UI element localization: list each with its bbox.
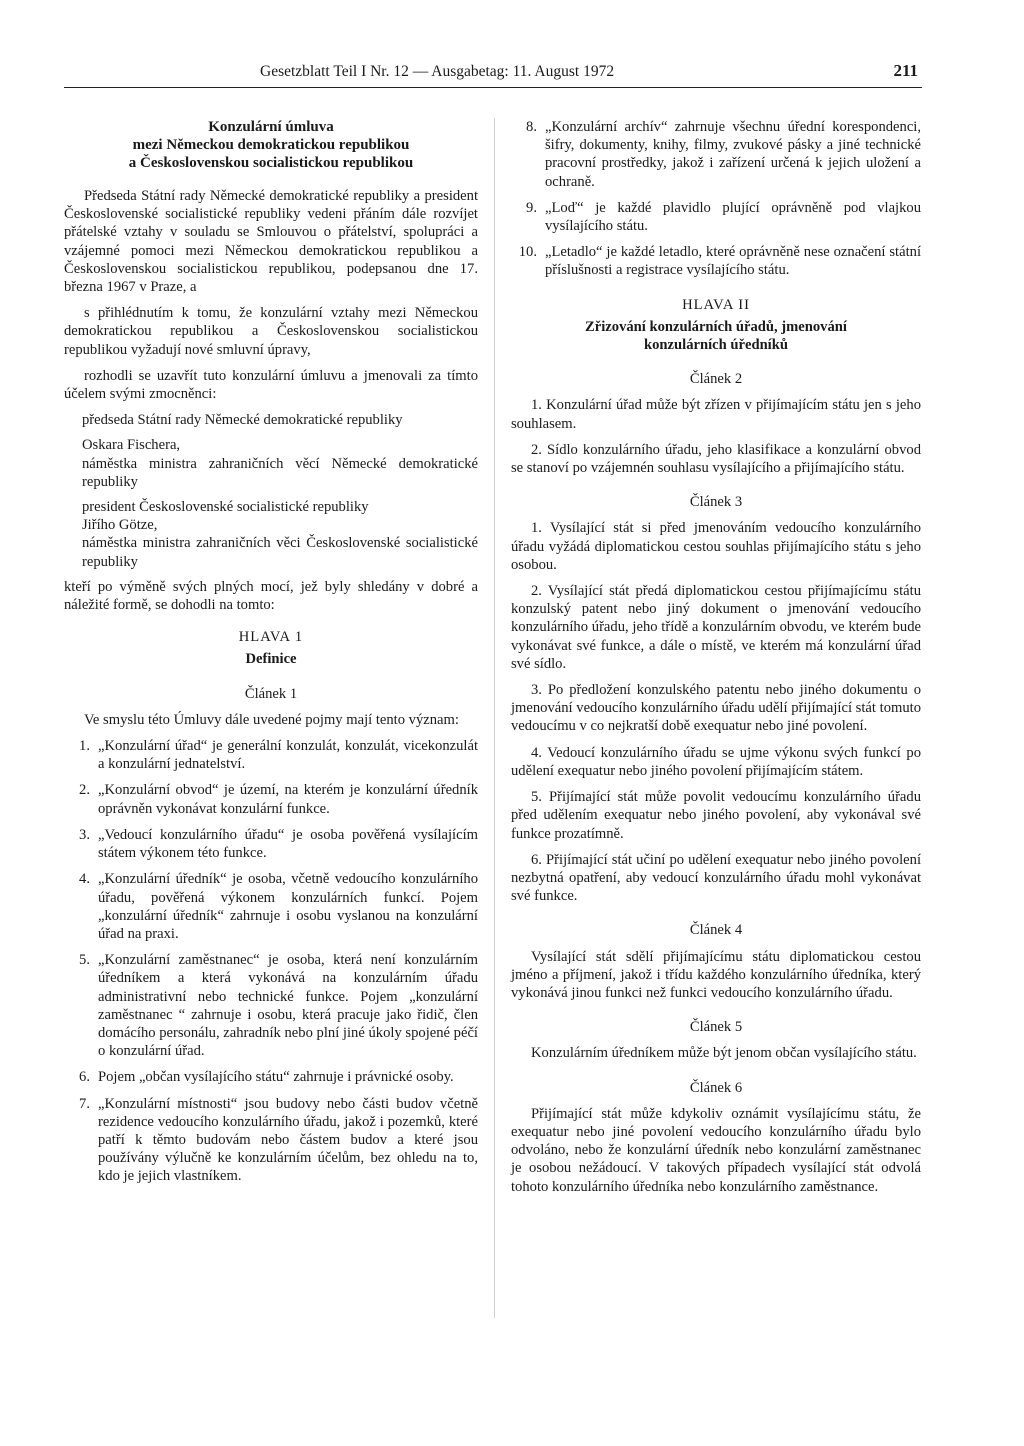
plenipotentiary-line: náměstka ministra zahraničních věcí Německé demokratické republiky [82,455,478,490]
article-heading: Článek 5 [689,1019,743,1036]
article-paragraph: 6. Přijímající stát učiní po udělení exequatur nebo jiného povolení nezbytná opatření, aby vedoucí konzulárního úřadu mohl vykonávat své funkce. [511,851,921,905]
preamble-paragraph: Předseda Státní rady Německé demokratické republiky a president Československé socialistické republiky vedeni přáním dále rozvíjet přátelské vztahy v souladu se Smlouvou o přátelství, spolupráci a vzájemné pomoci mezi Německou demokratickou republikou a Československou socialistickou republikou, podepsanou dne 17. března 1967 v Praze, a [64,188,478,296]
left-column [64,118,478,1194]
definition-item: 2. „Konzulární obvod“ je území, na kterém je konzulární úředník oprávněn vykonávat konzulární funkce. [79,782,478,817]
plenipotentiary-line: náměstka ministra zahraničních věci Československé socialistické republiky [82,535,478,570]
definition-item: 6. Pojem „občan vysílajícího státu“ zahrnuje i právnické osoby. [79,1069,454,1086]
article-paragraph: 4. Vedoucí konzulárního úřadu se ujme výkonu svých funkcí po udělení exequatur nebo jiného povolení přijímajícím státem. [511,744,921,779]
article-heading: Článek 2 [689,371,743,388]
definition-item: 9. „Loď“ je každé plavidlo plující oprávněně pod vlajkou vysílajícího státu. [526,199,921,235]
document-title: Konzulární úmluva mezi Německou demokratickou republikou a Československou socialistickou republikou [128,119,414,171]
page-header [64,61,922,88]
chapter-title: Definice [245,651,297,668]
article-heading: Článek 1 [244,685,298,702]
closing-paragraph: kteří po výměně svých plných mocí, jež byly shledány v dobré a náležité formě, se dohodli na tomto: [64,578,478,614]
plenipotentiary-line: předseda Státní rady Německé demokratické republiky [82,412,403,429]
article-paragraph: 2. Vysílající stát předá diplomatickou cestou přijímajícímu státu konzulský patent nebo jiný dokument o jmenování vedoucího konzulárního úřadu, jeho třídě a konzulárním obvodu, ve kterém bude vykonávat své funkce, a dále o místě, ve kterém má konzulární úřad své sídlo. [511,583,921,672]
right-column [511,118,921,1204]
definition-item: 5. „Konzulární zaměstnanec“ je osoba, která není konzulárním úředníkem a která vykonává na konzulárním úřadu administrativní nebo technické funkce. Pojem „konzulární zaměstnanec “ zahrnuje i osobu, která pracuje jako řidič, člen domácího personálu, zahradník nebo plní jiné úkoly spojené péčí o konzulární úřad. [79,952,478,1060]
definition-item: 7. „Konzulární místnosti“ jsou budovy nebo části budov včetně rezidence vedoucího konzulárního úřadu, jakož i pozemků, které patří k těmto budovám nebo částem budov a které jsou používány výlučně ke konzulárním účelům, bez ohledu na to, kdo je jejich vlastníkem. [79,1095,478,1185]
article-paragraph: 5. Přijímající stát může povolit vedoucímu konzulárního úřadu před udělením exequatur nebo jiného povolení, aby vykonával své funkce prozatímně. [511,789,921,842]
article-paragraph: 1. Konzulární úřad může být zřízen v přijímajícím státu jen s jeho souhlasem. [511,397,921,432]
article-paragraph: 1. Vysílající stát si před jmenováním vedoucího konzulárního úřadu vyžádá diplomatickou cestou souhlas přijímajícího státu s jeho osobou. [511,520,921,573]
article-paragraph: Konzulárním úředníkem může být jenom občan vysílajícího státu. [531,1045,917,1062]
article-paragraph: 3. Po předložení konzulského patentu nebo jiného dokumentu o jmenování vedoucího konzulárního úřadu udělí přijímající stát tomuto vedoucímu v co nejkratší době exequatur nebo jiné povolení. [511,682,921,735]
article-heading: Článek 6 [689,1079,743,1096]
plenipotentiary-line: president Československé socialistické republiky [82,499,369,516]
definition-item: 10. „Letadlo“ je každé letadlo, které oprávněně nese označení státní příslušnosti a registrace vysílajícího státu. [518,244,921,279]
definition-item: 1. „Konzulární úřad“ je generální konzulát, konzulát, vicekonzulát a konzulární jednatelství. [79,738,478,773]
column-divider [494,118,495,1318]
definition-item: 4. „Konzulární úředník“ je osoba, včetně vedoucího konzulárního úřadu, pověřená výkonem konzulárních funkcí. Pojem „konzulární úředník“ zahrnuje i osobu vyslanou na konzulární úřad na praxi. [79,871,478,942]
chapter-heading: HLAVA 1 [238,629,304,646]
page-number: 211 [893,61,918,80]
article-paragraph: Přijímající stát může kdykoliv oznámit vysílajícímu státu, že exequatur nebo jiné povolení vedoucího konzulárního úřadu bylo odvoláno, nebo že konzulární úředník nebo konzulární zaměstnanec je osobou nežádoucí. V takových případech vysílající stát odvolá tohoto konzulárního úředníka nebo konzulárního zaměstnance. [511,1105,921,1195]
chapter-title: Zřizování konzulárních úřadů, jmenování konzulárních úředníků [585,318,847,354]
preamble-paragraph: rozhodli se uzavřít tuto konzulární úmluvu a jmenovali za tímto účelem svými zmocněnci: [64,367,478,403]
definition-item: 3. „Vedoucí konzulárního úřadu“ je osoba pověřená vysílajícím státem výkonem této funkce. [79,826,478,862]
plenipotentiary-line: Jiřího Götze, [82,517,158,534]
definition-item: 8. „Konzulární archív“ zahrnuje všechnu úřední korespondenci, šifry, dokumenty, knihy, filmy, zvukové pásky a jiné technické pracovní prostředky, jakož i zařízení určená k jejich uložení a ochraně. [526,119,921,190]
article-heading: Článek 4 [689,922,743,939]
plenipotentiary-line: Oskara Fischera, [82,437,181,454]
article-intro: Ve smyslu této Úmluvy dále uvedené pojmy mají tento význam: [84,711,459,728]
article-heading: Článek 3 [689,494,743,511]
gazette-title: Gesetzblatt Teil I Nr. 12 — Ausgabetag: 11. August 1972 [260,63,615,80]
preamble-paragraph: s přihlédnutím k tomu, že konzulární vztahy mezi Německou demokratickou republikou a Československou socialistickou republikou vyžadují nové smluvní úpravy, [64,305,478,358]
article-paragraph: Vysílající stát sdělí přijímajícímu státu diplomatickou cestou jméno a příjmení, jakož i třídu každého konzulárního úředníka, který vykonává jinou funkci než funkci vedoucího konzulárního úřadu. [511,948,921,1001]
chapter-heading: HLAVA II [682,296,750,313]
article-paragraph: 2. Sídlo konzulárního úřadu, jeho klasifikace a konzulární obvod se stanoví po vzájemnén souhlasu vysílajícího a přijímajícího státu. [511,441,921,477]
